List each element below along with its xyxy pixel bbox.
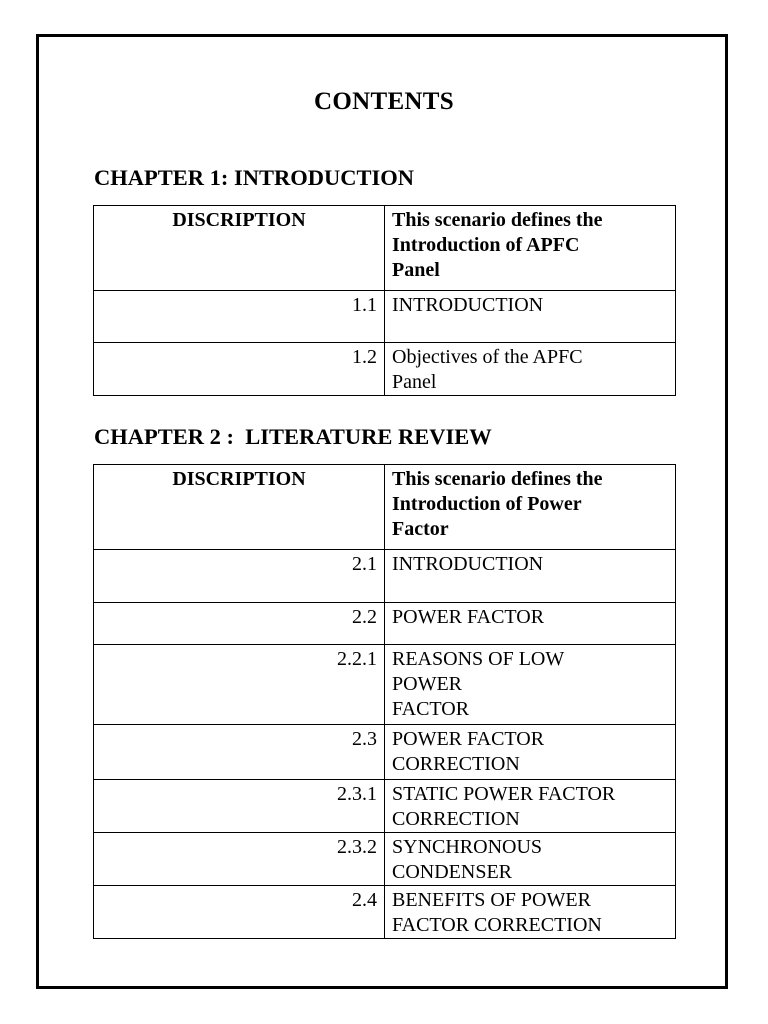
section-number: 2.3 [94,725,385,780]
description-header: DISCRIPTION [94,465,385,550]
section-number: 2.2.1 [94,645,385,725]
section-number: 2.3.1 [94,780,385,833]
section-title: POWER FACTOR [385,603,676,645]
table-row [94,725,676,780]
section-number: 1.2 [94,343,385,396]
section-title: SYNCHRONOUS CONDENSER [385,833,676,886]
table-header-row [94,465,676,550]
description-header: DISCRIPTION [94,206,385,291]
scenario-header: This scenario defines the Introduction of APFC Panel [385,206,676,291]
table-header-row [94,206,676,291]
scenario-header: This scenario defines the Introduction of Power Factor [385,465,676,550]
chapter-2-table [93,464,676,939]
section-title: BENEFITS OF POWER FACTOR CORRECTION [385,886,676,939]
table-row [94,291,676,343]
section-number: 2.1 [94,550,385,603]
chapter-1-heading: CHAPTER 1: INTRODUCTION [94,165,415,190]
table-row [94,833,676,886]
section-title: INTRODUCTION [385,291,676,343]
table-row [94,603,676,645]
table-row [94,886,676,939]
table-row [94,343,676,396]
section-title: POWER FACTOR CORRECTION [385,725,676,780]
section-number: 1.1 [94,291,385,343]
chapter-1-table [93,205,676,396]
chapter-2-heading: CHAPTER 2 : LITERATURE REVIEW [94,424,492,449]
table-row [94,645,676,725]
section-number: 2.3.2 [94,833,385,886]
table-row [94,550,676,603]
section-title: REASONS OF LOW POWER FACTOR [385,645,676,725]
page-title: CONTENTS [314,88,454,115]
section-number: 2.2 [94,603,385,645]
section-title: Objectives of the APFC Panel [385,343,676,396]
section-number: 2.4 [94,886,385,939]
section-title: INTRODUCTION [385,550,676,603]
section-title: STATIC POWER FACTOR CORRECTION [385,780,676,833]
table-row [94,780,676,833]
